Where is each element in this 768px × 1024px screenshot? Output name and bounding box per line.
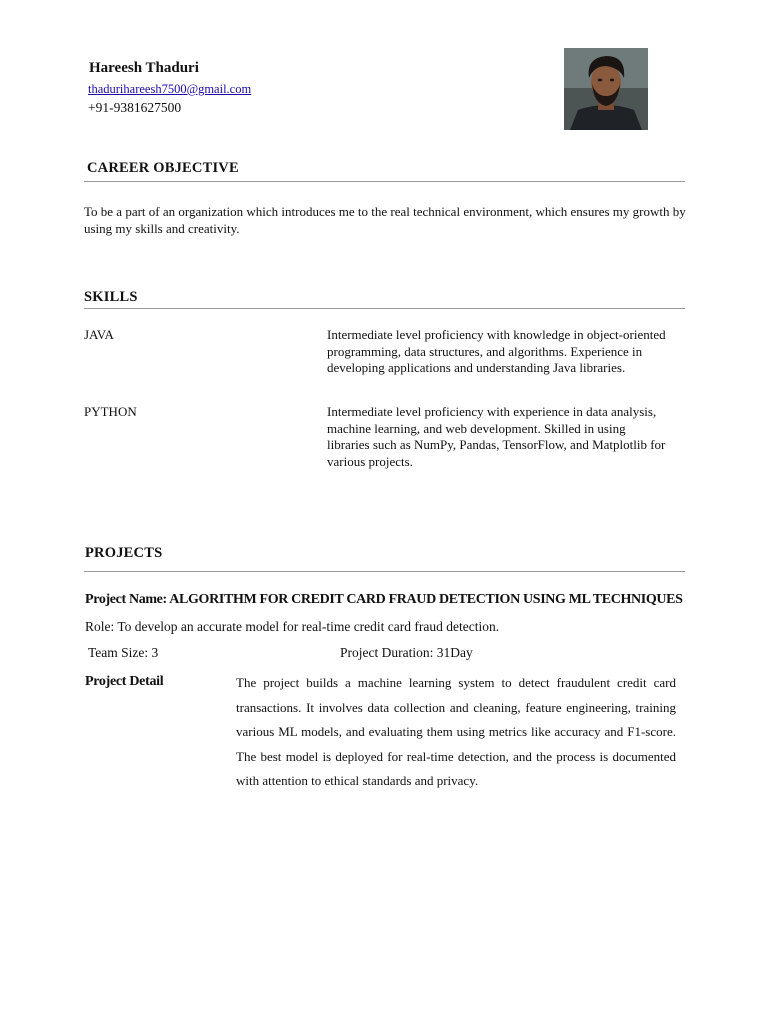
projects-heading: PROJECTS <box>85 545 163 561</box>
skill-name: PYTHON <box>84 404 137 419</box>
project-name-label: Project Name: <box>85 592 167 607</box>
project-detail-label: Project Detail <box>85 674 164 689</box>
skills-heading: SKILLS <box>84 289 138 305</box>
phone-number: +91-9381627500 <box>88 100 182 115</box>
project-role: Role: To develop an accurate model for real-time credit card fraud detection. <box>85 619 500 634</box>
section-divider <box>84 571 685 572</box>
section-divider <box>84 181 685 182</box>
section-divider <box>84 308 685 309</box>
project-name: ALGORITHM FOR CREDIT CARD FRAUD DETECTION USING ML TECHNIQUES <box>169 592 683 607</box>
project-name-line <box>85 592 683 608</box>
career-objective-heading: CAREER OBJECTIVE <box>87 160 239 176</box>
project-duration: Project Duration: 31Day <box>340 645 473 660</box>
project-detail-text: The project builds a machine learning system to detect fraudulent credit card transactions. It involves data collection and cleaning, feature engineering, training various ML models, and evaluating them using metrics like accuracy and F1-score. The best model is deployed for real-time detection, and the process is documented with attention to ethical standards and privacy. <box>236 675 676 788</box>
skill-description: Intermediate level proficiency with experience in data analysis, machine learning, and web development. Skilled in using libraries such as NumPy, Pandas, TensorFlow, and Matplotlib for various projects. <box>327 404 666 469</box>
email-link[interactable]: thadurihareesh7500@gmail.com <box>88 82 252 96</box>
team-size: Team Size: 3 <box>88 645 159 660</box>
skill-name: JAVA <box>84 327 114 342</box>
candidate-name: Hareesh Thaduri <box>89 60 199 76</box>
skill-description: Intermediate level proficiency with knowledge in object-oriented programming, data structures, and algorithms. Experience in developing applications and understanding Java libraries. <box>327 327 666 375</box>
career-objective-text: To be a part of an organization which introduces me to the real technical environment, which ensures my growth by using my skills and creativity. <box>84 204 686 236</box>
profile-photo <box>564 48 648 130</box>
